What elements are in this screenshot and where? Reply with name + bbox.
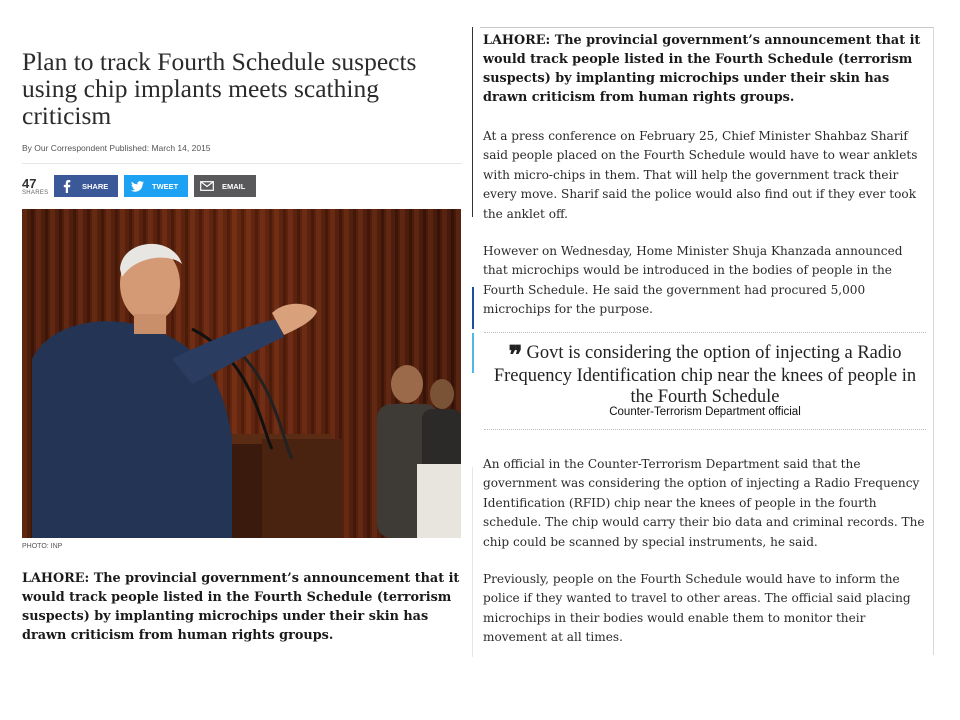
divider: [484, 332, 926, 333]
pull-quote-text: Govt is considering the option of injecting a Radio Frequency Identification chip near the knees of people in the Fourth Schedule: [493, 343, 917, 407]
tweet-button-label: TWEET: [152, 181, 179, 191]
left-marker: [472, 467, 473, 657]
share-count-label: SHARES: [22, 189, 49, 196]
continuation-column: [472, 27, 934, 655]
twitter-bird-icon: [130, 179, 144, 193]
divider: [484, 429, 926, 430]
article-column: [22, 40, 462, 198]
continuation-lede: LAHORE: The provincial government’s announcement that it would track people listed in the Fourth Schedule (terrorism suspects) by implanting microchips under their skin has drawn criticism from human rights groups.: [483, 33, 921, 105]
byline: By Our Correspondent Published: March 14, 2015: [22, 143, 211, 153]
article-lede: LAHORE: The provincial government’s announcement that it would track people listed in the Fourth Schedule (terrorism suspects) by implanting microchips under their skin has drawn criticism from human rights groups.: [22, 571, 460, 643]
envelope-icon: [200, 179, 214, 193]
paragraph: However on Wednesday, Home Minister Shuja Khanzada announced that microchips would be introduced in the bodies of people in the Fourth Schedule. He said the government had procured 5,000 microchips for the purpose.: [483, 244, 903, 317]
pull-quote: [484, 343, 926, 408]
right-border: [933, 27, 934, 655]
photo-credit: PHOTO: INP: [22, 543, 63, 550]
paragraph: Previously, people on the Fourth Schedule would have to inform the police if they wanted to travel to other areas. The official said placing microchips in their bodies would enable them to monitor their movement at all times.: [483, 572, 911, 645]
quote-mark-icon: ❞: [508, 341, 523, 370]
share-bar: [22, 174, 462, 198]
paragraph: At a press conference on February 25, Chief Minister Shahbaz Sharif said people placed on the Fourth Schedule would have to wear anklets with micro-chips in them. That will help the government track their every move. Sharif said the police would also find out if they ever took the anklet off.: [483, 129, 918, 221]
left-marker: [472, 27, 473, 217]
share-count: [22, 177, 54, 196]
share-button-label: SHARE: [82, 181, 109, 191]
email-button-label: EMAIL: [222, 181, 246, 191]
article-headline: Plan to track Fourth Schedule suspects using chip implants meets scathing criticism: [22, 47, 417, 130]
facebook-share-button[interactable]: [54, 175, 118, 197]
email-button[interactable]: [194, 175, 256, 197]
top-border: [480, 27, 934, 28]
paragraph: An official in the Counter-Terrorism Department said that the government was considering the option of injecting a Radio Frequency Identification (RFID) chip near the knees of people in the fourth schedule. The chip would carry their bio data and criminal records. The chip could be scanned by special instruments, he said.: [483, 457, 925, 549]
share-count-number: 47: [22, 175, 37, 191]
tweet-button[interactable]: [124, 175, 188, 197]
pull-quote-attribution: Counter-Terrorism Department official: [609, 406, 801, 418]
left-marker: [472, 287, 474, 329]
article-photo: [22, 209, 461, 538]
divider: [22, 163, 462, 164]
left-marker: [472, 333, 474, 373]
facebook-icon: [60, 179, 74, 193]
